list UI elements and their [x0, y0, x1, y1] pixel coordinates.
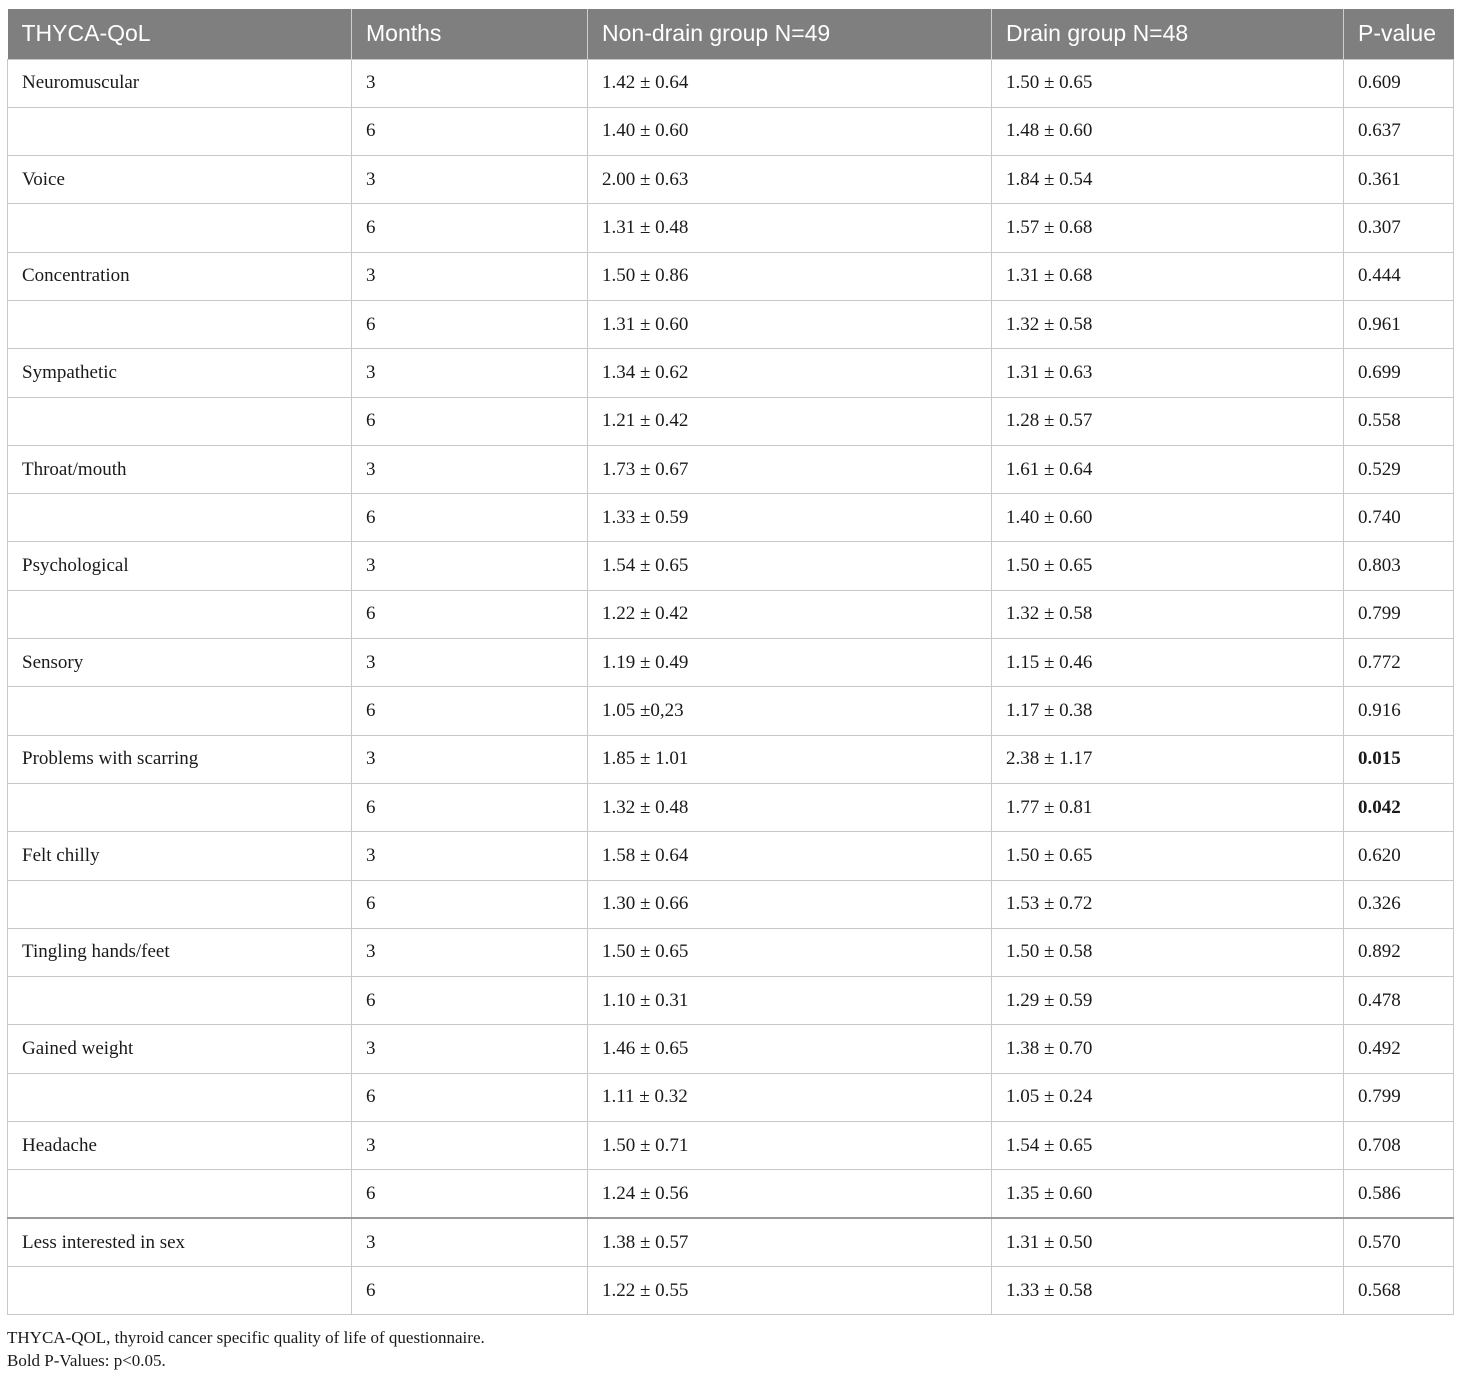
cell-drain: 1.48 ± 0.60	[992, 107, 1344, 155]
table-row	[8, 252, 1454, 300]
cell-months: 6	[352, 687, 588, 735]
cell-non-drain: 1.50 ± 0.65	[588, 928, 992, 976]
cell-p-value: 0.609	[1344, 59, 1454, 107]
cell-domain	[8, 107, 352, 155]
cell-months: 6	[352, 590, 588, 638]
cell-drain: 1.33 ± 0.58	[992, 1266, 1344, 1314]
cell-drain: 1.54 ± 0.65	[992, 1122, 1344, 1170]
cell-months: 6	[352, 1073, 588, 1121]
cell-drain: 1.31 ± 0.63	[992, 349, 1344, 397]
cell-non-drain: 1.42 ± 0.64	[588, 59, 992, 107]
cell-months: 6	[352, 300, 588, 348]
cell-domain	[8, 1073, 352, 1121]
cell-drain: 1.31 ± 0.50	[992, 1218, 1344, 1266]
cell-drain: 1.50 ± 0.65	[992, 59, 1344, 107]
cell-non-drain: 1.50 ± 0.86	[588, 252, 992, 300]
cell-drain: 1.50 ± 0.58	[992, 928, 1344, 976]
table-row	[8, 1218, 1454, 1266]
cell-drain: 1.29 ± 0.59	[992, 977, 1344, 1025]
cell-drain: 1.35 ± 0.60	[992, 1170, 1344, 1218]
table-row	[8, 204, 1454, 252]
cell-non-drain: 1.34 ± 0.62	[588, 349, 992, 397]
cell-domain: Tingling hands/feet	[8, 928, 352, 976]
table-row	[8, 1122, 1454, 1170]
header-non-drain-group: Non-drain group N=49	[588, 9, 992, 59]
cell-p-value: 0.799	[1344, 590, 1454, 638]
cell-non-drain: 1.22 ± 0.55	[588, 1266, 992, 1314]
cell-domain: Concentration	[8, 252, 352, 300]
table-header	[8, 9, 1454, 59]
qol-table	[7, 9, 1454, 1315]
cell-domain: Gained weight	[8, 1025, 352, 1073]
cell-p-value: 0.361	[1344, 156, 1454, 204]
cell-domain	[8, 397, 352, 445]
cell-domain: Less interested in sex	[8, 1218, 352, 1266]
table-row	[8, 1170, 1454, 1218]
cell-drain: 1.77 ± 0.81	[992, 783, 1344, 831]
table-row	[8, 977, 1454, 1025]
cell-non-drain: 1.40 ± 0.60	[588, 107, 992, 155]
cell-p-value: 0.326	[1344, 880, 1454, 928]
cell-months: 6	[352, 783, 588, 831]
cell-p-value: 0.620	[1344, 832, 1454, 880]
cell-months: 3	[352, 445, 588, 493]
cell-domain	[8, 880, 352, 928]
cell-domain: Neuromuscular	[8, 59, 352, 107]
cell-p-value: 0.799	[1344, 1073, 1454, 1121]
cell-domain: Throat/mouth	[8, 445, 352, 493]
cell-drain: 1.38 ± 0.70	[992, 1025, 1344, 1073]
cell-domain	[8, 204, 352, 252]
cell-domain	[8, 687, 352, 735]
cell-domain	[8, 783, 352, 831]
header-p-value: P-value	[1344, 9, 1454, 59]
table-row	[8, 300, 1454, 348]
cell-domain: Sympathetic	[8, 349, 352, 397]
cell-p-value: 0.586	[1344, 1170, 1454, 1218]
table-footnotes	[7, 1326, 485, 1372]
footnote-abbreviation: THYCA-QOL, thyroid cancer specific quality of life of questionnaire.	[7, 1328, 485, 1347]
cell-drain: 1.61 ± 0.64	[992, 445, 1344, 493]
cell-non-drain: 1.50 ± 0.71	[588, 1122, 992, 1170]
cell-p-value: 0.803	[1344, 542, 1454, 590]
header-months: Months	[352, 9, 588, 59]
cell-domain: Voice	[8, 156, 352, 204]
cell-p-value: 0.916	[1344, 687, 1454, 735]
cell-months: 6	[352, 880, 588, 928]
cell-p-value: 0.042	[1344, 783, 1454, 831]
header-thyca-qol: THYCA-QoL	[8, 9, 352, 59]
table-row	[8, 735, 1454, 783]
cell-non-drain: 1.22 ± 0.42	[588, 590, 992, 638]
cell-p-value: 0.892	[1344, 928, 1454, 976]
cell-non-drain: 1.54 ± 0.65	[588, 542, 992, 590]
table-row	[8, 1266, 1454, 1314]
cell-domain: Problems with scarring	[8, 735, 352, 783]
cell-months: 3	[352, 349, 588, 397]
cell-months: 3	[352, 59, 588, 107]
cell-drain: 1.05 ± 0.24	[992, 1073, 1344, 1121]
cell-non-drain: 1.10 ± 0.31	[588, 977, 992, 1025]
cell-months: 3	[352, 252, 588, 300]
footnote-bold-legend: Bold P-Values: p<0.05.	[7, 1351, 166, 1370]
cell-non-drain: 1.38 ± 0.57	[588, 1218, 992, 1266]
cell-non-drain: 1.05 ±0,23	[588, 687, 992, 735]
cell-domain: Psychological	[8, 542, 352, 590]
cell-non-drain: 1.21 ± 0.42	[588, 397, 992, 445]
cell-domain	[8, 977, 352, 1025]
table-body	[8, 59, 1454, 1315]
cell-non-drain: 1.85 ± 1.01	[588, 735, 992, 783]
cell-months: 6	[352, 494, 588, 542]
cell-drain: 1.53 ± 0.72	[992, 880, 1344, 928]
cell-p-value: 0.708	[1344, 1122, 1454, 1170]
cell-months: 3	[352, 639, 588, 687]
header-row	[8, 9, 1454, 59]
cell-domain: Sensory	[8, 639, 352, 687]
header-drain-group: Drain group N=48	[992, 9, 1344, 59]
cell-drain: 1.32 ± 0.58	[992, 300, 1344, 348]
cell-domain	[8, 1266, 352, 1314]
cell-p-value: 0.307	[1344, 204, 1454, 252]
cell-months: 6	[352, 107, 588, 155]
table-row	[8, 687, 1454, 735]
cell-months: 3	[352, 928, 588, 976]
cell-non-drain: 1.46 ± 0.65	[588, 1025, 992, 1073]
cell-months: 6	[352, 1170, 588, 1218]
cell-p-value: 0.529	[1344, 445, 1454, 493]
cell-drain: 1.57 ± 0.68	[992, 204, 1344, 252]
table-row	[8, 783, 1454, 831]
cell-drain: 2.38 ± 1.17	[992, 735, 1344, 783]
cell-p-value: 0.568	[1344, 1266, 1454, 1314]
table-row	[8, 639, 1454, 687]
cell-p-value: 0.444	[1344, 252, 1454, 300]
table-row	[8, 59, 1454, 107]
cell-p-value: 0.772	[1344, 639, 1454, 687]
cell-non-drain: 1.58 ± 0.64	[588, 832, 992, 880]
table-row	[8, 397, 1454, 445]
cell-months: 6	[352, 204, 588, 252]
cell-non-drain: 1.32 ± 0.48	[588, 783, 992, 831]
cell-months: 3	[352, 1122, 588, 1170]
cell-domain	[8, 1170, 352, 1218]
cell-drain: 1.50 ± 0.65	[992, 542, 1344, 590]
cell-domain	[8, 494, 352, 542]
cell-non-drain: 1.31 ± 0.48	[588, 204, 992, 252]
cell-months: 3	[352, 1218, 588, 1266]
cell-p-value: 0.961	[1344, 300, 1454, 348]
table-row	[8, 880, 1454, 928]
table-row	[8, 156, 1454, 204]
cell-drain: 1.84 ± 0.54	[992, 156, 1344, 204]
table-row	[8, 590, 1454, 638]
cell-p-value: 0.699	[1344, 349, 1454, 397]
cell-drain: 1.32 ± 0.58	[992, 590, 1344, 638]
cell-p-value: 0.492	[1344, 1025, 1454, 1073]
cell-months: 3	[352, 1025, 588, 1073]
table-row	[8, 928, 1454, 976]
table-row	[8, 1025, 1454, 1073]
cell-p-value: 0.478	[1344, 977, 1454, 1025]
cell-drain: 1.28 ± 0.57	[992, 397, 1344, 445]
cell-non-drain: 2.00 ± 0.63	[588, 156, 992, 204]
cell-months: 3	[352, 156, 588, 204]
cell-drain: 1.17 ± 0.38	[992, 687, 1344, 735]
cell-non-drain: 1.73 ± 0.67	[588, 445, 992, 493]
cell-months: 3	[352, 542, 588, 590]
cell-non-drain: 1.24 ± 0.56	[588, 1170, 992, 1218]
cell-domain	[8, 590, 352, 638]
cell-non-drain: 1.11 ± 0.32	[588, 1073, 992, 1121]
cell-months: 6	[352, 397, 588, 445]
cell-domain	[8, 300, 352, 348]
cell-non-drain: 1.30 ± 0.66	[588, 880, 992, 928]
cell-drain: 1.40 ± 0.60	[992, 494, 1344, 542]
table-row	[8, 832, 1454, 880]
table-row	[8, 445, 1454, 493]
cell-p-value: 0.570	[1344, 1218, 1454, 1266]
cell-months: 3	[352, 832, 588, 880]
cell-non-drain: 1.33 ± 0.59	[588, 494, 992, 542]
cell-p-value: 0.740	[1344, 494, 1454, 542]
cell-domain: Felt chilly	[8, 832, 352, 880]
cell-p-value: 0.558	[1344, 397, 1454, 445]
cell-drain: 1.50 ± 0.65	[992, 832, 1344, 880]
cell-months: 6	[352, 977, 588, 1025]
cell-drain: 1.31 ± 0.68	[992, 252, 1344, 300]
cell-drain: 1.15 ± 0.46	[992, 639, 1344, 687]
table-row	[8, 1073, 1454, 1121]
table-row	[8, 542, 1454, 590]
cell-non-drain: 1.31 ± 0.60	[588, 300, 992, 348]
table-row	[8, 107, 1454, 155]
cell-months: 3	[352, 735, 588, 783]
table-row	[8, 349, 1454, 397]
cell-non-drain: 1.19 ± 0.49	[588, 639, 992, 687]
cell-p-value: 0.637	[1344, 107, 1454, 155]
cell-domain: Headache	[8, 1122, 352, 1170]
cell-p-value: 0.015	[1344, 735, 1454, 783]
cell-months: 6	[352, 1266, 588, 1314]
table-row	[8, 494, 1454, 542]
